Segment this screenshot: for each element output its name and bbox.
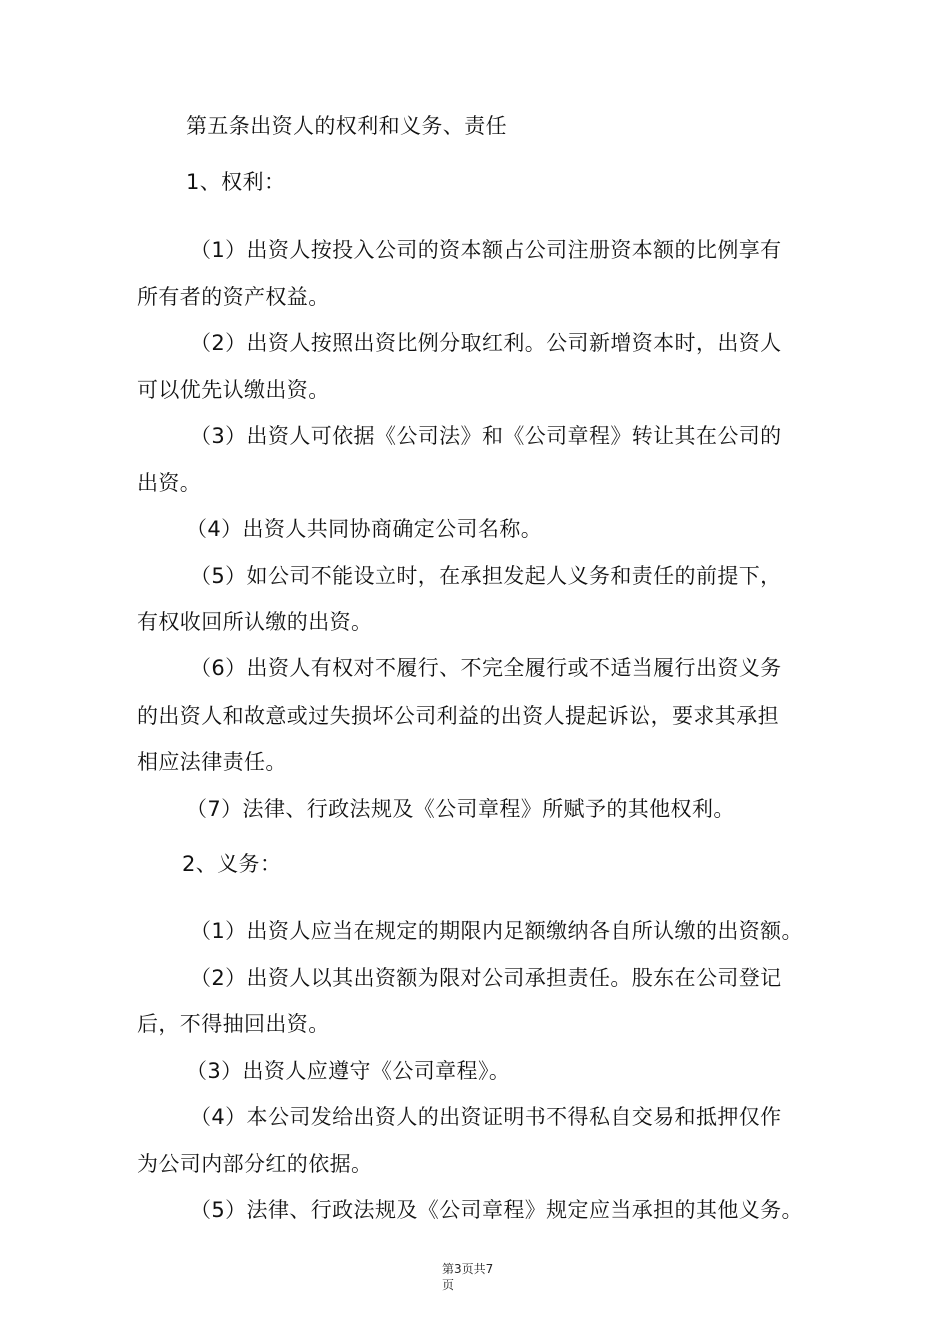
article-heading: 第五条出资人的权利和义务、责任: [186, 114, 507, 138]
obligations-item-4-line-2: 为公司内部分红的依据。: [137, 1152, 373, 1176]
rights-item-1-line-2: 所有者的资产权益。: [137, 285, 330, 309]
obligations-item-3: （3）出资人应遵守《公司章程》。: [186, 1059, 511, 1083]
obligations-item-2-line-2: 后，不得抽回出资。: [137, 1012, 330, 1036]
rights-item-4: （4）出资人共同协商确定公司名称。: [186, 517, 543, 541]
obligations-item-5: （5）法律、行政法规及《公司章程》规定应当承担的其他义务。: [190, 1198, 803, 1222]
obligations-item-4-line-1: （4）本公司发给出资人的出资证明书不得私自交易和抵押仅作: [190, 1105, 782, 1129]
rights-item-7: （7）法律、行政法规及《公司章程》所赋予的其他权利。: [186, 797, 735, 821]
rights-item-6-line-2: 的出资人和故意或过失损坏公司利益的出资人提起诉讼，要求其承担: [137, 704, 779, 728]
obligations-item-1: （1）出资人应当在规定的期限内足额缴纳各自所认缴的出资额。: [190, 919, 803, 943]
rights-item-2-line-1: （2）出资人按照出资比例分取红利。公司新增资本时，出资人: [190, 331, 782, 355]
obligations-section-title: 2、义务：: [182, 852, 282, 876]
rights-item-5-line-1: （5）如公司不能设立时，在承担发起人义务和责任的前提下，: [190, 564, 782, 588]
page-number-line-2: 页: [442, 1278, 455, 1292]
rights-item-5-line-2: 有权收回所认缴的出资。: [137, 610, 373, 634]
rights-item-2-line-2: 可以优先认缴出资。: [137, 378, 330, 402]
rights-item-1-line-1: （1）出资人按投入公司的资本额占公司注册资本额的比例享有: [190, 238, 782, 262]
rights-item-3-line-1: （3）出资人可依据《公司法》和《公司章程》转让其在公司的: [190, 424, 782, 448]
page-number-line-1: 第3页共7: [442, 1262, 494, 1276]
rights-item-6-line-3: 相应法律责任。: [137, 750, 287, 774]
rights-item-6-line-1: （6）出资人有权对不履行、不完全履行或不适当履行出资义务: [190, 656, 782, 680]
rights-item-3-line-2: 出资。: [137, 471, 202, 495]
obligations-item-2-line-1: （2）出资人以其出资额为限对公司承担责任。股东在公司登记: [190, 966, 782, 990]
rights-section-title: 1、权利：: [186, 170, 286, 194]
